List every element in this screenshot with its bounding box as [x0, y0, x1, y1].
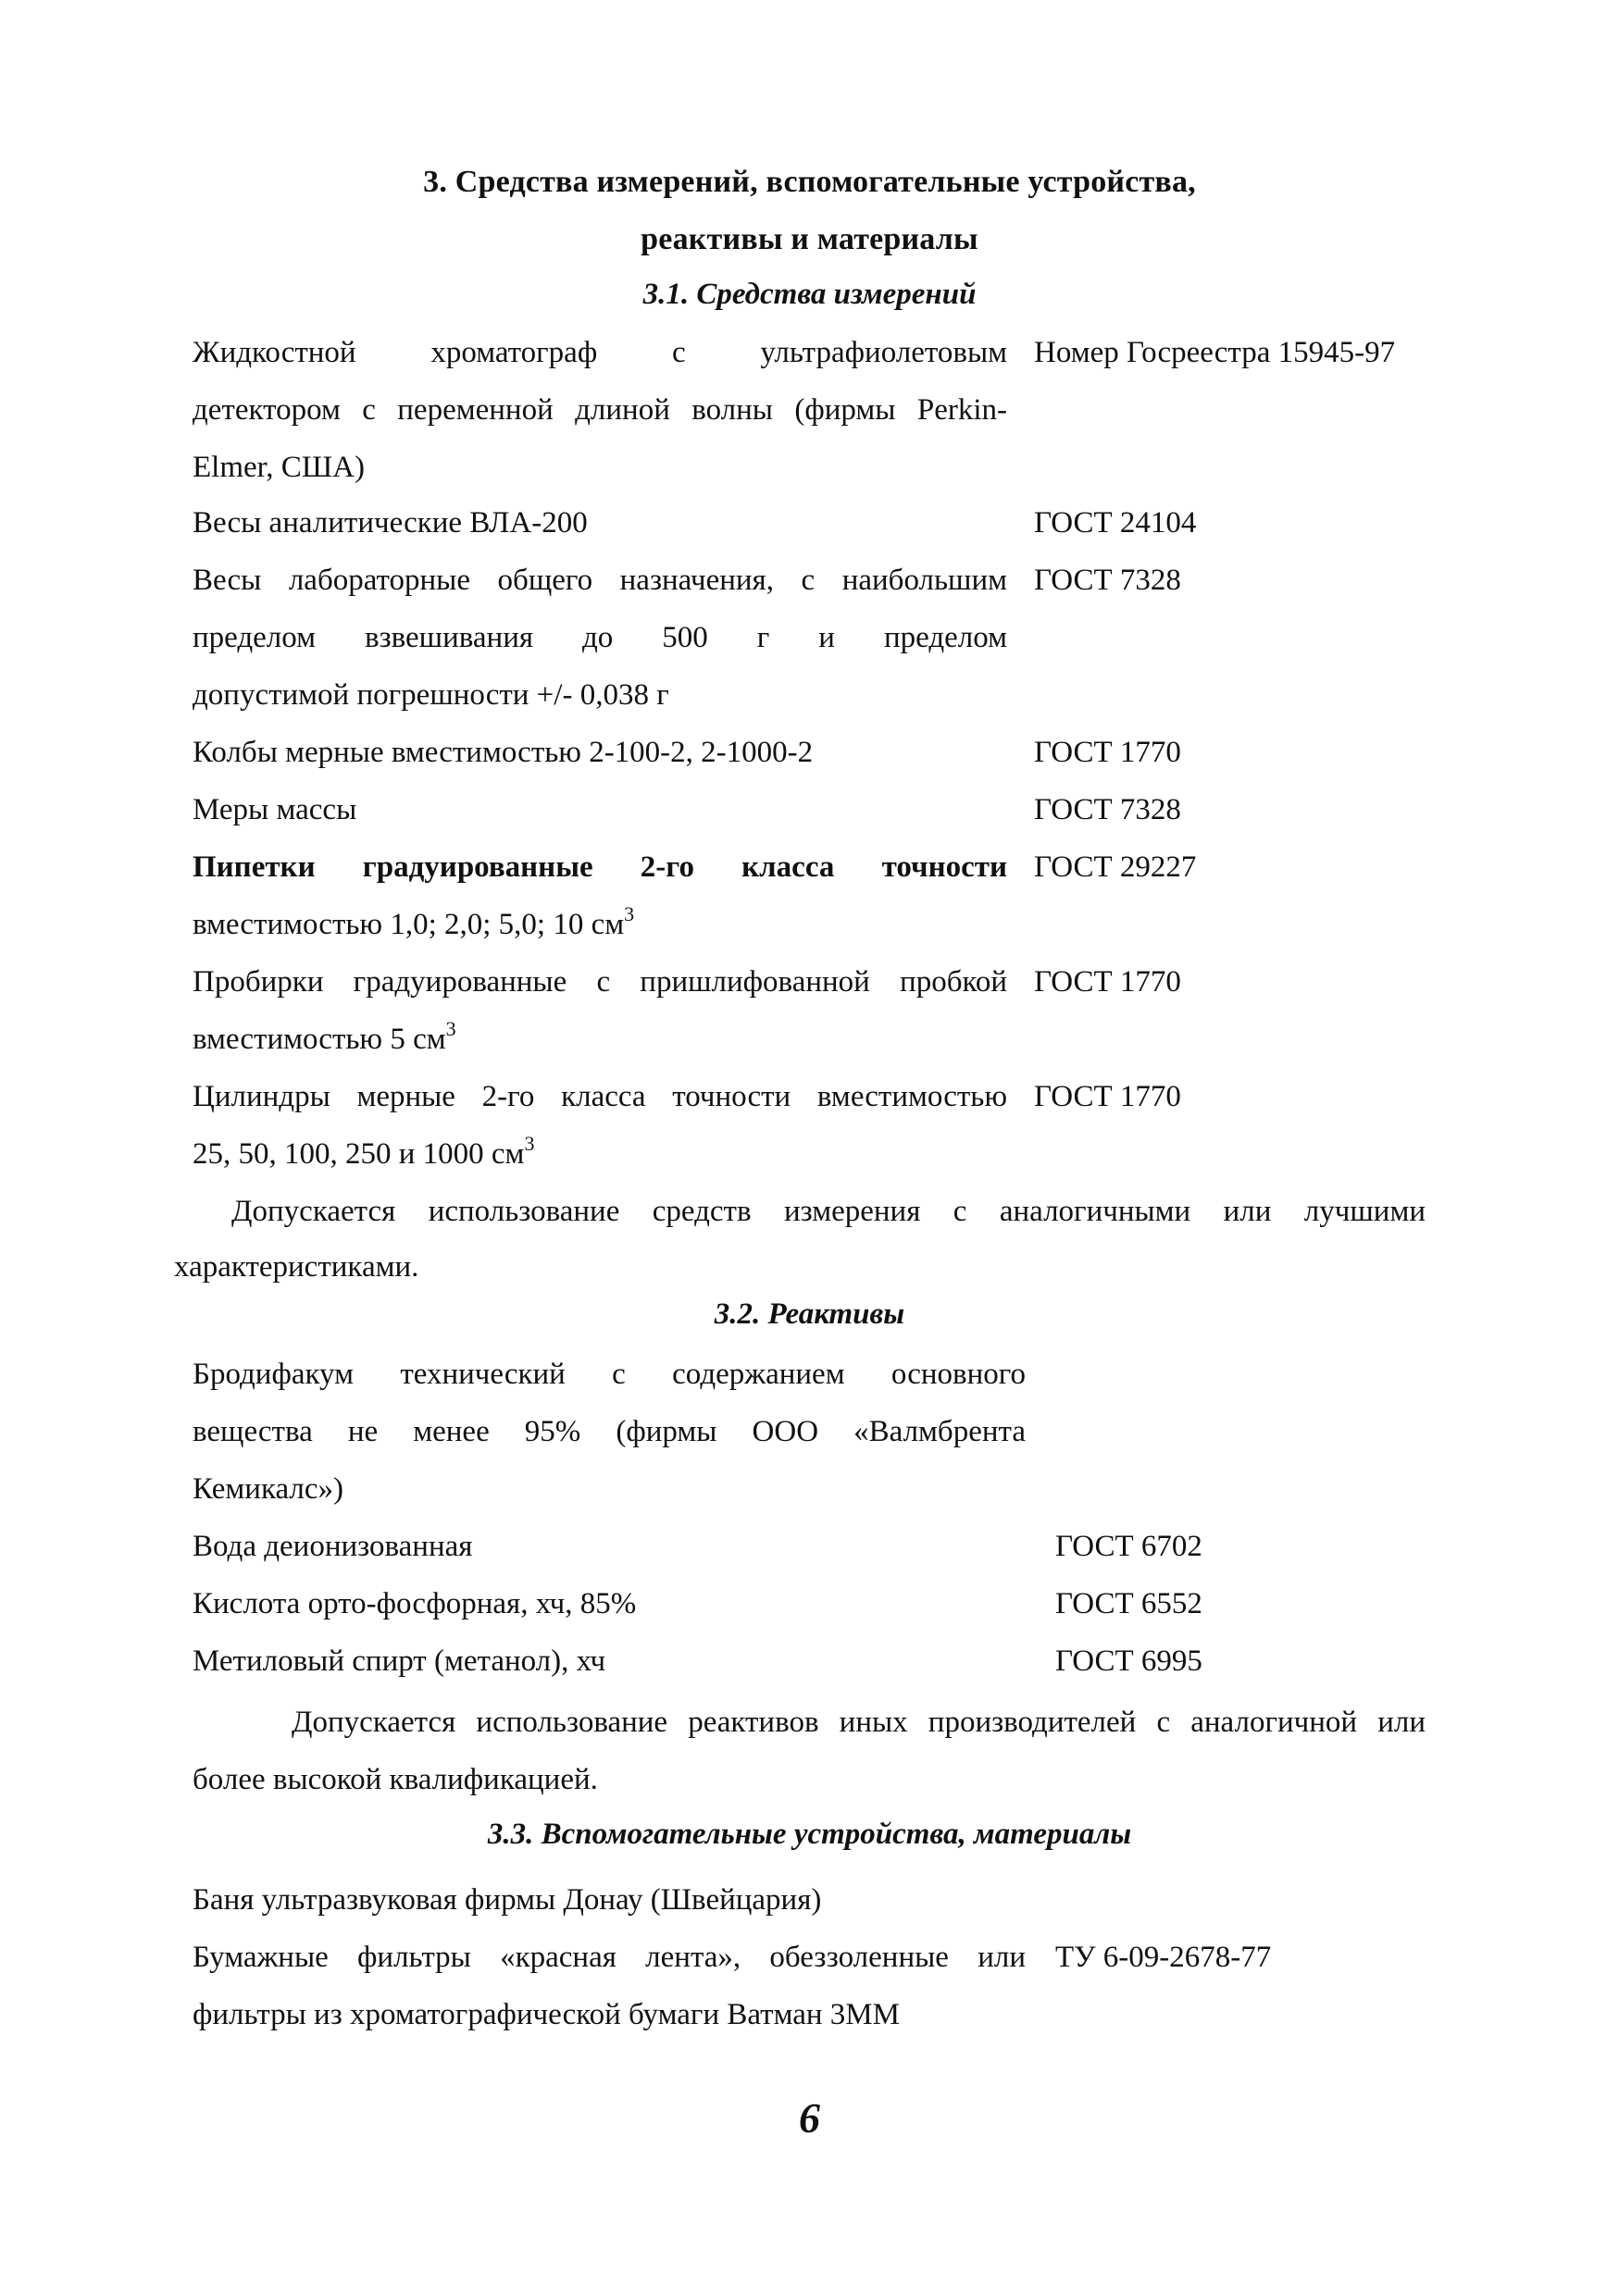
item-text-line: Elmer, США): [193, 451, 365, 484]
item-text-line: вместимостью 1,0; 2,0; 5,0; 10 см: [193, 908, 625, 941]
item-text-line: Метиловый спирт (метанол), хч: [193, 1644, 606, 1678]
item-text-line: Колбы мерные вместимостью 2-100-2, 2-1000-2: [193, 736, 814, 769]
section-title-line1: 3. Средства измерений, вспомогательные устройства,: [423, 165, 1196, 199]
item-text-line: Меры массы: [193, 793, 357, 826]
item-text-line: Жидкостной хроматограф с ультрафиолетовым: [193, 336, 1007, 369]
subsection-heading-auxiliary: 3.3. Вспомогательные устройства, материалы: [487, 1818, 1132, 1851]
item-standard: ГОСТ 29227: [1034, 850, 1197, 884]
item-standard: ГОСТ 1770: [1034, 736, 1181, 769]
item-standard: ГОСТ 1770: [1034, 965, 1181, 999]
item-standard: ГОСТ 6995: [1055, 1644, 1202, 1678]
item-text-line: Весы лабораторные общего назначения, с наибольшим: [193, 564, 1007, 597]
item-standard: Номер Госреестра 15945-97: [1034, 336, 1396, 369]
item-text-line: Баня ультразвуковая фирмы Донау (Швейцария): [193, 1883, 822, 1917]
item-text-line-with-unit: [193, 1125, 534, 1183]
cubic-exponent: 3: [624, 902, 635, 925]
item-standard: ГОСТ 6552: [1055, 1587, 1202, 1620]
section-title-line2: реактивы и материалы: [641, 222, 978, 256]
subsection-heading-reagents: 3.2. Реактивы: [714, 1297, 905, 1331]
item-standard: ГОСТ 1770: [1034, 1080, 1181, 1113]
page-number: 6: [799, 2094, 820, 2141]
item-text-line: Пробирки градуированные с пришлифованной пробкой: [193, 965, 1007, 999]
item-text-line-with-unit: [193, 896, 634, 953]
item-standard: ГОСТ 7328: [1034, 564, 1181, 597]
item-text-line: вещества не менее 95% (фирмы ООО «Валмбрента: [193, 1415, 1026, 1448]
item-text-line-with-unit: [193, 1011, 456, 1068]
item-text-line: Весы аналитические ВЛА-200: [193, 506, 588, 540]
item-text-line: детектором с переменной длиной волны (фирмы Perkin-: [193, 393, 1007, 427]
note-paragraph-line: Допускается использование реактивов иных производителей с аналогичной или: [292, 1706, 1426, 1739]
item-text-line: Бумажные фильтры «красная лента», обеззоленные или: [193, 1941, 1026, 1974]
item-text-line: пределом взвешивания до 500 г и пределом: [193, 621, 1007, 654]
item-standard: ГОСТ 6702: [1055, 1530, 1202, 1563]
item-text-line: допустимой погрешности +/- 0,038 г: [193, 678, 669, 712]
item-text-line: фильтры из хроматографической бумаги Ватман 3ММ: [193, 1998, 900, 2031]
item-text-line: Кемикалс»): [193, 1472, 344, 1506]
item-standard: ТУ 6-09-2678-77: [1055, 1941, 1272, 1974]
item-text-line: Вода деионизованная: [193, 1530, 473, 1563]
note-paragraph-line: характеристиками.: [174, 1250, 419, 1284]
item-text-line: Пипетки градуированные 2-го класса точности: [193, 850, 1007, 884]
item-text-line: 25, 50, 100, 250 и 1000 см: [193, 1137, 525, 1171]
note-paragraph-line: Допускается использование средств измерения с аналогичными или лучшими: [231, 1195, 1426, 1228]
item-text-line: Бродифакум технический с содержанием основного: [193, 1358, 1026, 1391]
cubic-exponent: 3: [524, 1132, 535, 1155]
item-standard: ГОСТ 7328: [1034, 793, 1181, 826]
item-text-line: вместимостью 5 см: [193, 1023, 446, 1056]
subsection-heading-measuring: 3.1. Средства измерений: [642, 278, 977, 311]
item-text-line: Кислота орто-фосфорная, хч, 85%: [193, 1587, 637, 1620]
item-text-line: Цилиндры мерные 2-го класса точности вместимостью: [193, 1080, 1007, 1113]
cubic-exponent: 3: [445, 1017, 456, 1040]
note-paragraph-line: более высокой квалификацией.: [193, 1763, 598, 1796]
item-standard: ГОСТ 24104: [1034, 506, 1197, 540]
